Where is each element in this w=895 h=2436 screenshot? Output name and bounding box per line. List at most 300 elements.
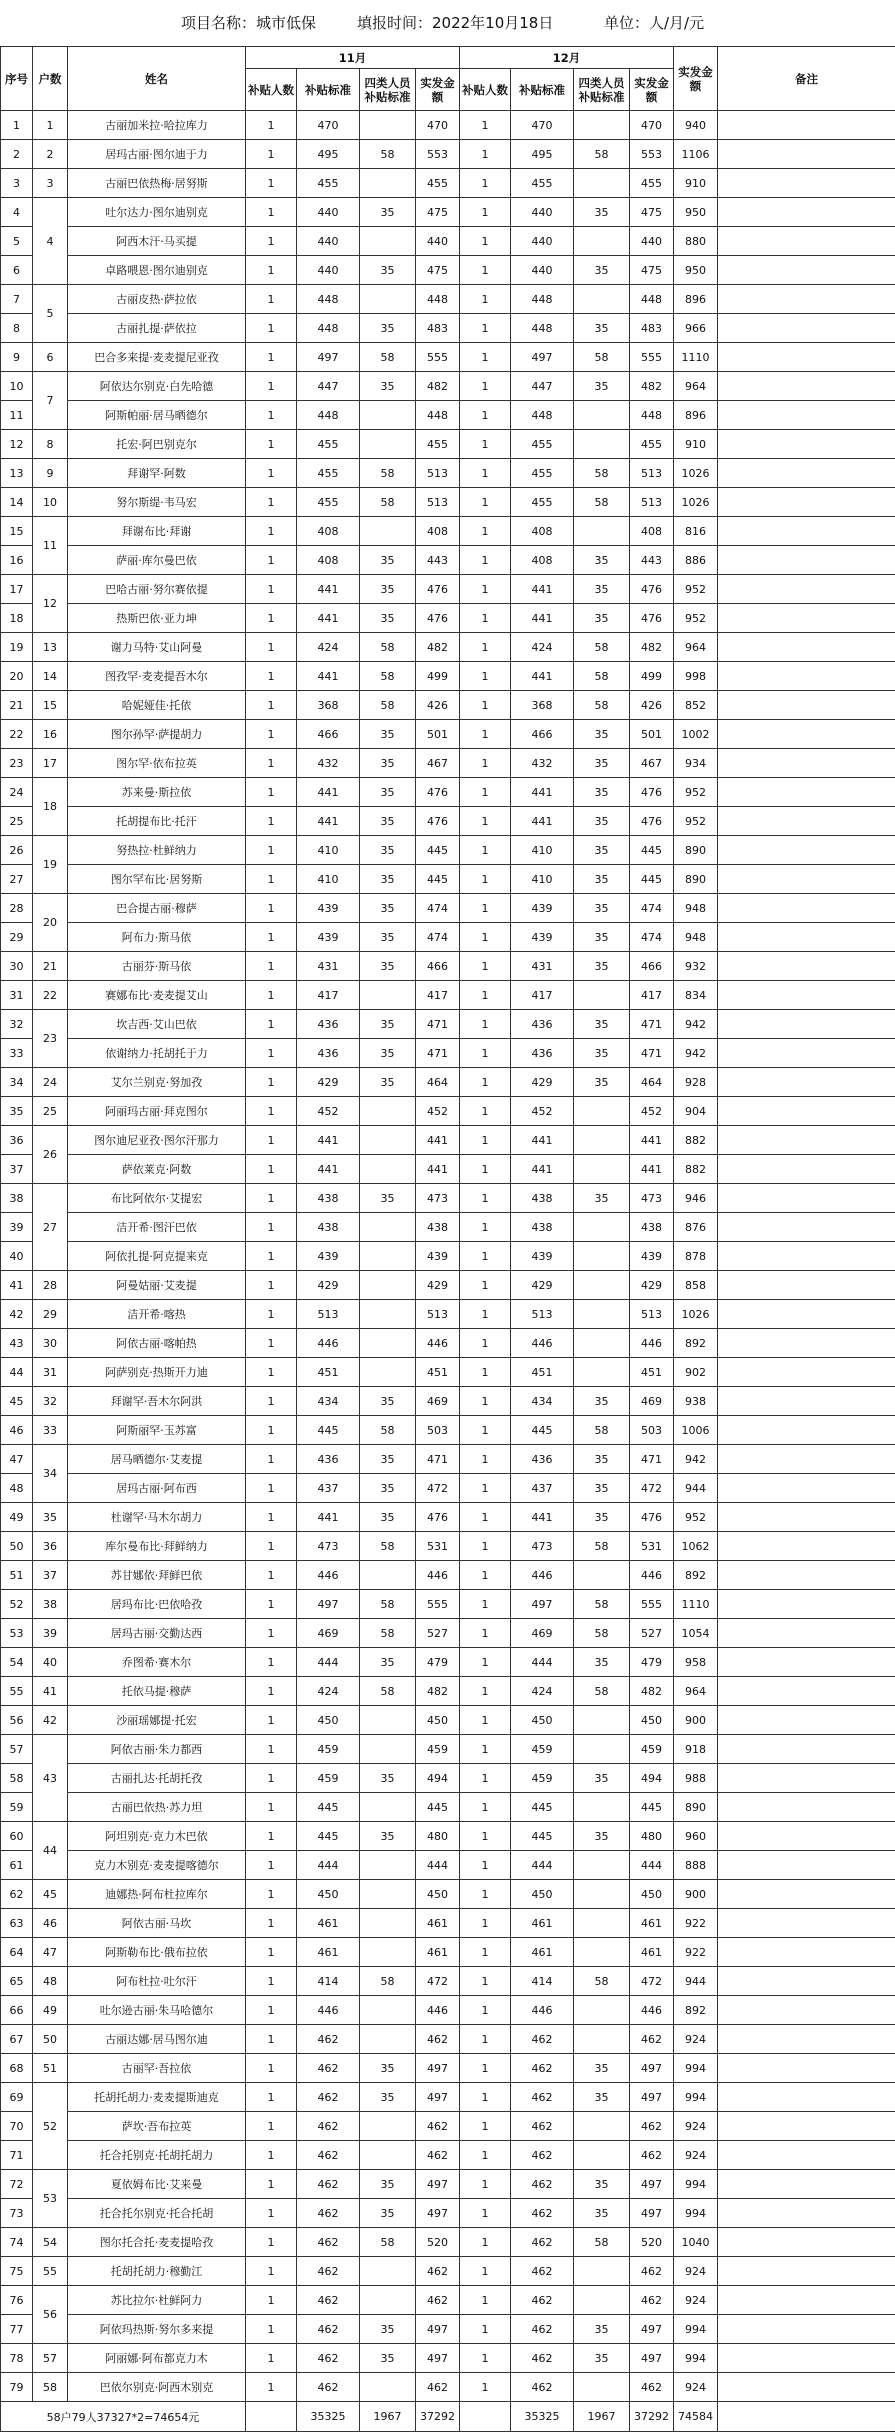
row-nov-actual: 450 [416,1880,460,1909]
row-seq: 19 [1,633,33,662]
row-seq: 50 [1,1532,33,1561]
row-household: 10 [33,488,68,517]
row-dec-four: 35 [574,1764,630,1793]
row-nov-count: 1 [246,1764,297,1793]
report-date: 填报时间：2022年10月18日 [357,14,554,32]
row-remark [718,140,895,169]
row-remark [718,1996,895,2025]
row-household: 43 [33,1735,68,1822]
row-dec-four: 35 [574,2054,630,2083]
row-dec-count: 1 [460,1097,511,1126]
row-seq: 72 [1,2170,33,2199]
row-household: 38 [33,1590,68,1619]
row-household: 37 [33,1561,68,1590]
row-dec-four: 35 [574,923,630,952]
row-nov-standard: 459 [297,1764,360,1793]
row-dec-standard: 448 [511,285,574,314]
row-dec-count: 1 [460,2170,511,2199]
row-nov-count: 1 [246,1590,297,1619]
row-dec-actual: 475 [630,198,674,227]
row-household: 12 [33,575,68,633]
row-dec-actual: 446 [630,1996,674,2025]
row-name: 苏比拉尔·杜鲜阿力 [68,2286,246,2315]
row-nov-count: 1 [246,865,297,894]
row-name: 杜谢罕·马木尔胡力 [68,1503,246,1532]
row-nov-standard: 410 [297,865,360,894]
row-dec-actual: 482 [630,633,674,662]
row-dec-four: 35 [574,952,630,981]
row-dec-four: 35 [574,1822,630,1851]
row-nov-count: 1 [246,2228,297,2257]
row-seq: 62 [1,1880,33,1909]
row-remark [718,227,895,256]
table-row [1,2083,895,2112]
row-remark [718,1851,895,1880]
row-dec-count: 1 [460,1909,511,1938]
row-total: 880 [674,227,718,256]
row-nov-actual: 497 [416,2083,460,2112]
row-dec-count: 1 [460,1271,511,1300]
row-dec-count: 1 [460,1532,511,1561]
row-seq: 7 [1,285,33,314]
row-dec-actual: 450 [630,1706,674,1735]
row-dec-count: 1 [460,1329,511,1358]
row-total: 952 [674,1503,718,1532]
row-household: 15 [33,691,68,720]
row-dec-count: 1 [460,517,511,546]
row-name: 托宏·阿巴别克尔 [68,430,246,459]
row-dec-count: 1 [460,1735,511,1764]
table-row [1,1358,895,1387]
row-seq: 57 [1,1735,33,1764]
row-remark [718,575,895,604]
row-name: 库尔曼布比·拜鲜纳力 [68,1532,246,1561]
row-dec-standard: 432 [511,749,574,778]
row-dec-four [574,285,630,314]
row-household: 6 [33,343,68,372]
row-dec-count: 1 [460,343,511,372]
row-dec-actual: 479 [630,1648,674,1677]
row-nov-four [360,285,416,314]
row-household: 33 [33,1416,68,1445]
subsidy-table [0,46,895,2432]
row-nov-count: 1 [246,401,297,430]
row-dec-standard: 444 [511,1648,574,1677]
row-nov-standard: 469 [297,1619,360,1648]
row-dec-count: 1 [460,1387,511,1416]
row-dec-standard: 469 [511,1619,574,1648]
row-dec-standard: 462 [511,2286,574,2315]
row-dec-actual: 471 [630,1010,674,1039]
row-remark [718,1213,895,1242]
row-nov-standard: 436 [297,1445,360,1474]
row-dec-count: 1 [460,662,511,691]
row-dec-standard: 441 [511,1155,574,1184]
row-total: 924 [674,2025,718,2054]
row-dec-actual: 497 [630,2344,674,2373]
row-nov-four: 58 [360,488,416,517]
row-total: 940 [674,111,718,140]
row-dec-standard: 441 [511,1503,574,1532]
row-nov-actual: 445 [416,836,460,865]
row-total: 896 [674,285,718,314]
row-dec-count: 1 [460,1677,511,1706]
row-nov-standard: 408 [297,546,360,575]
row-nov-standard: 446 [297,1561,360,1590]
row-nov-count: 1 [246,1242,297,1271]
row-nov-count: 1 [246,285,297,314]
row-nov-standard: 455 [297,488,360,517]
row-remark [718,633,895,662]
row-name: 巴哈古丽·努尔赛依提 [68,575,246,604]
row-dec-count: 1 [460,1503,511,1532]
row-dec-four [574,2257,630,2286]
row-dec-four: 58 [574,2228,630,2257]
row-nov-standard: 441 [297,1155,360,1184]
row-name: 阿布力·斯马依 [68,923,246,952]
row-dec-four: 35 [574,1474,630,1503]
row-name: 巴合提古丽·穆萨 [68,894,246,923]
table-row [1,923,895,952]
row-household: 23 [33,1010,68,1068]
row-total: 918 [674,1735,718,1764]
row-remark [718,1329,895,1358]
row-dec-standard: 410 [511,865,574,894]
row-nov-four [360,2112,416,2141]
row-seq: 56 [1,1706,33,1735]
row-nov-standard: 462 [297,2286,360,2315]
row-total: 922 [674,1938,718,1967]
row-dec-standard: 429 [511,1271,574,1300]
row-dec-four: 35 [574,1184,630,1213]
row-name: 阿丽娜·阿布都克力木 [68,2344,246,2373]
row-household: 55 [33,2257,68,2286]
row-nov-standard: 497 [297,1590,360,1619]
row-dec-standard: 448 [511,314,574,343]
row-name: 巴依尔别克·阿西木别克 [68,2373,246,2402]
row-nov-standard: 439 [297,894,360,923]
row-household: 9 [33,459,68,488]
row-dec-count: 1 [460,865,511,894]
row-remark [718,2286,895,2315]
table-row [1,952,895,981]
row-seq: 26 [1,836,33,865]
row-dec-actual: 520 [630,2228,674,2257]
row-nov-four: 35 [360,1387,416,1416]
row-nov-four: 35 [360,2199,416,2228]
header-nov-standard: 补贴标准 [297,69,360,111]
row-dec-count: 1 [460,227,511,256]
row-dec-count: 1 [460,2025,511,2054]
row-total: 928 [674,1068,718,1097]
table-row [1,2199,895,2228]
row-dec-four: 35 [574,749,630,778]
row-total: 924 [674,2141,718,2170]
row-nov-standard: 462 [297,2112,360,2141]
row-nov-count: 1 [246,372,297,401]
row-nov-standard: 455 [297,430,360,459]
row-remark [718,2141,895,2170]
row-total: 934 [674,749,718,778]
row-seq: 69 [1,2083,33,2112]
row-dec-four [574,517,630,546]
row-nov-actual: 438 [416,1213,460,1242]
row-remark [718,2112,895,2141]
row-name: 古丽加米拉·哈拉库力 [68,111,246,140]
row-dec-actual: 445 [630,865,674,894]
row-dec-actual: 474 [630,923,674,952]
row-dec-actual: 441 [630,1126,674,1155]
row-household: 30 [33,1329,68,1358]
row-dec-actual: 445 [630,1793,674,1822]
row-remark [718,1909,895,1938]
table-row [1,1735,895,1764]
row-dec-standard: 445 [511,1416,574,1445]
row-remark [718,1010,895,1039]
row-dec-actual: 497 [630,2199,674,2228]
row-nov-four: 58 [360,1416,416,1445]
row-nov-four: 35 [360,720,416,749]
row-nov-four: 35 [360,575,416,604]
row-dec-four: 58 [574,488,630,517]
table-row [1,865,895,894]
row-nov-count: 1 [246,1677,297,1706]
row-seq: 23 [1,749,33,778]
row-nov-actual: 476 [416,604,460,633]
row-dec-four: 58 [574,1677,630,1706]
row-name: 托合托别克·托胡托胡力 [68,2141,246,2170]
row-nov-actual: 475 [416,198,460,227]
row-nov-count: 1 [246,169,297,198]
row-total: 942 [674,1010,718,1039]
row-nov-actual: 444 [416,1851,460,1880]
row-dec-actual: 476 [630,575,674,604]
row-dec-count: 1 [460,2257,511,2286]
row-nov-count: 1 [246,1706,297,1735]
row-nov-actual: 462 [416,2257,460,2286]
row-seq: 59 [1,1793,33,1822]
row-nov-count: 1 [246,227,297,256]
row-dec-count: 1 [460,894,511,923]
table-row [1,691,895,720]
row-nov-actual: 471 [416,1445,460,1474]
row-total: 922 [674,1909,718,1938]
row-total: 1006 [674,1416,718,1445]
row-nov-actual: 445 [416,865,460,894]
row-dec-actual: 476 [630,1503,674,1532]
row-seq: 27 [1,865,33,894]
row-dec-standard: 441 [511,778,574,807]
row-remark [718,1445,895,1474]
row-nov-count: 1 [246,1938,297,1967]
row-remark [718,169,895,198]
row-nov-count: 1 [246,1300,297,1329]
summary-dec-four: 1967 [574,2402,630,2432]
row-household: 26 [33,1126,68,1184]
row-dec-standard: 470 [511,111,574,140]
row-nov-count: 1 [246,2257,297,2286]
row-dec-actual: 482 [630,1677,674,1706]
row-dec-count: 1 [460,401,511,430]
row-dec-count: 1 [460,140,511,169]
row-nov-count: 1 [246,1358,297,1387]
table-row [1,1880,895,1909]
row-dec-count: 1 [460,720,511,749]
row-dec-count: 1 [460,314,511,343]
row-nov-four [360,2141,416,2170]
row-nov-actual: 459 [416,1735,460,1764]
row-dec-actual: 451 [630,1358,674,1387]
row-name: 萨丽·库尔曼巴依 [68,546,246,575]
row-nov-count: 1 [246,256,297,285]
row-total: 882 [674,1155,718,1184]
row-name: 古丽芬·斯马依 [68,952,246,981]
row-seq: 15 [1,517,33,546]
row-dec-count: 1 [460,1126,511,1155]
row-dec-four [574,2112,630,2141]
row-nov-standard: 408 [297,517,360,546]
row-remark [718,1097,895,1126]
document-header [0,0,895,46]
row-total: 1040 [674,2228,718,2257]
row-name: 卓路喂恩·图尔迪别克 [68,256,246,285]
row-nov-actual: 497 [416,2344,460,2373]
row-nov-actual: 513 [416,459,460,488]
row-nov-standard: 462 [297,2344,360,2373]
row-dec-actual: 462 [630,2373,674,2402]
row-nov-actual: 439 [416,1242,460,1271]
header-dec-actual: 实发金额 [630,69,674,111]
row-dec-count: 1 [460,691,511,720]
row-nov-count: 1 [246,2141,297,2170]
table-row [1,1097,895,1126]
row-dec-count: 1 [460,1590,511,1619]
row-dec-actual: 417 [630,981,674,1010]
row-dec-four: 58 [574,140,630,169]
row-seq: 70 [1,2112,33,2141]
header-december: 12月 [460,47,674,69]
row-nov-standard: 417 [297,981,360,1010]
row-dec-count: 1 [460,430,511,459]
row-nov-count: 1 [246,1474,297,1503]
row-dec-count: 1 [460,169,511,198]
row-seq: 47 [1,1445,33,1474]
row-seq: 17 [1,575,33,604]
table-row [1,1590,895,1619]
row-seq: 14 [1,488,33,517]
row-dec-four: 35 [574,1503,630,1532]
row-nov-four: 58 [360,1619,416,1648]
row-dec-actual: 497 [630,2315,674,2344]
row-dec-standard: 448 [511,401,574,430]
table-row [1,227,895,256]
row-nov-standard: 436 [297,1010,360,1039]
row-seq: 30 [1,952,33,981]
row-nov-actual: 497 [416,2315,460,2344]
row-nov-count: 1 [246,1271,297,1300]
row-dec-four [574,430,630,459]
row-name: 阿萨别克·热斯开力迪 [68,1358,246,1387]
row-dec-four: 58 [574,633,630,662]
row-nov-four: 35 [360,2315,416,2344]
row-nov-four: 35 [360,894,416,923]
row-nov-four [360,1271,416,1300]
row-total: 994 [674,2083,718,2112]
row-dec-four [574,1242,630,1271]
row-nov-actual: 461 [416,1909,460,1938]
row-dec-four [574,2141,630,2170]
row-dec-actual: 441 [630,1155,674,1184]
row-nov-standard: 445 [297,1793,360,1822]
row-household: 3 [33,169,68,198]
row-nov-count: 1 [246,1619,297,1648]
row-total: 964 [674,372,718,401]
row-seq: 54 [1,1648,33,1677]
table-row [1,1532,895,1561]
row-dec-count: 1 [460,1793,511,1822]
row-nov-standard: 450 [297,1880,360,1909]
row-household: 13 [33,633,68,662]
row-seq: 52 [1,1590,33,1619]
row-remark [718,1242,895,1271]
row-nov-count: 1 [246,1010,297,1039]
table-row [1,111,895,140]
row-total: 952 [674,604,718,633]
row-dec-standard: 462 [511,2170,574,2199]
row-dec-four [574,1706,630,1735]
row-total: 816 [674,517,718,546]
row-household: 39 [33,1619,68,1648]
row-nov-standard: 462 [297,2141,360,2170]
row-dec-actual: 462 [630,2286,674,2315]
row-dec-standard: 455 [511,430,574,459]
row-nov-count: 1 [246,2112,297,2141]
row-household: 11 [33,517,68,575]
row-name: 乔图希·赛木尔 [68,1648,246,1677]
row-dec-actual: 445 [630,836,674,865]
row-total: 952 [674,778,718,807]
row-seq: 67 [1,2025,33,2054]
row-total: 910 [674,169,718,198]
row-nov-count: 1 [246,1126,297,1155]
row-dec-standard: 429 [511,1068,574,1097]
row-remark [718,1938,895,1967]
row-remark [718,1677,895,1706]
row-dec-four: 58 [574,1416,630,1445]
row-nov-four [360,111,416,140]
row-dec-actual: 461 [630,1938,674,1967]
table-row [1,1126,895,1155]
row-dec-actual: 440 [630,227,674,256]
row-household: 51 [33,2054,68,2083]
row-nov-four: 58 [360,343,416,372]
row-dec-standard: 440 [511,256,574,285]
row-dec-four: 35 [574,1068,630,1097]
row-nov-count: 1 [246,1735,297,1764]
row-nov-count: 1 [246,343,297,372]
row-nov-standard: 440 [297,198,360,227]
row-total: 900 [674,1706,718,1735]
row-nov-actual: 440 [416,227,460,256]
row-dec-standard: 424 [511,633,574,662]
row-remark [718,1590,895,1619]
table-row [1,807,895,836]
row-dec-four: 35 [574,836,630,865]
row-dec-count: 1 [460,1242,511,1271]
row-dec-standard: 439 [511,894,574,923]
table-row [1,1242,895,1271]
row-name: 托依马提·穆萨 [68,1677,246,1706]
